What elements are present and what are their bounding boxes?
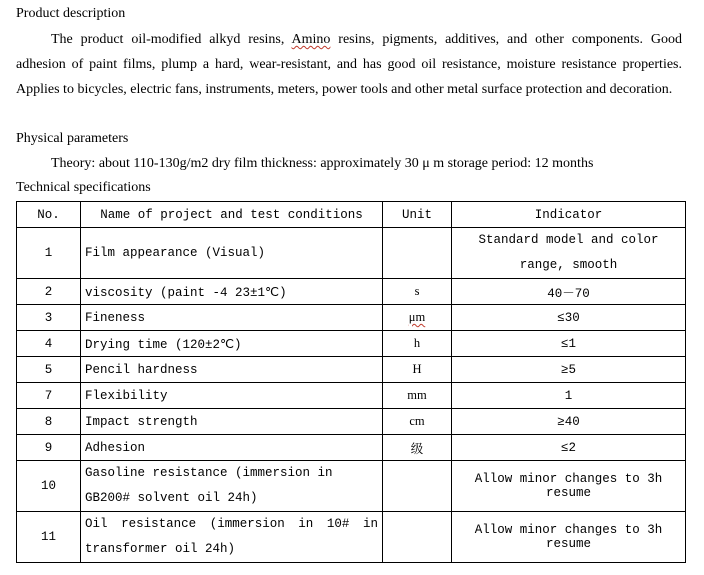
header-indicator: Indicator	[452, 202, 686, 228]
row-no: 8	[17, 409, 81, 435]
table-header-row	[17, 202, 686, 228]
row-unit	[383, 228, 452, 279]
row-name: Gasoline resistance (immersion in GB200# solvent oil 24h)	[81, 461, 383, 512]
spellcheck-flagged-word: Amino	[291, 32, 331, 47]
table-row	[17, 512, 686, 563]
row-no: 1	[17, 228, 81, 279]
row-no: 10	[17, 461, 81, 512]
header-no: No.	[17, 202, 81, 228]
row-indicator: ≥40	[452, 409, 686, 435]
header-unit: Unit	[383, 202, 452, 228]
row-name: Impact strength	[81, 409, 383, 435]
unit-micrometer: μm	[408, 310, 426, 324]
row-indicator: Allow minor changes to 3h resume	[452, 512, 686, 563]
description-text-end: resins, pigments, additives, and other components. Good adhesion of paint films, plump a hard, wear-resistant, and has good oil resistance, moisture resistance properties. Applies to bicycles, electric fans, instruments, meters, power tools and other metal surface protection and decoration.	[16, 32, 682, 97]
row-name: Drying time (120±2℃)	[81, 331, 383, 357]
row-unit	[383, 461, 452, 512]
row-no: 4	[17, 331, 81, 357]
table-row	[17, 435, 686, 461]
row-no: 3	[17, 305, 81, 331]
row-unit: 级	[383, 435, 452, 461]
row-name: Pencil hardness	[81, 357, 383, 383]
theory-parameters-line: Theory: about 110-130g/m2 dry film thickness: approximately 30 μ m storage period: 12 months	[51, 156, 594, 171]
row-no: 11	[17, 512, 81, 563]
table-row	[17, 383, 686, 409]
header-name: Name of project and test conditions	[81, 202, 383, 228]
row-no: 9	[17, 435, 81, 461]
table-row	[17, 228, 686, 279]
row-name: viscosity (paint -4 23±1℃)	[81, 279, 383, 305]
section-title-product-description: Product description	[16, 6, 126, 21]
description-text-start: The product oil-modified alkyd resins,	[51, 32, 292, 47]
section-title-technical-specifications: Technical specifications	[16, 180, 151, 195]
row-indicator: Standard model and color range, smooth	[452, 228, 686, 279]
row-unit	[383, 305, 452, 331]
technical-specifications-table	[16, 201, 686, 563]
table-row	[17, 357, 686, 383]
row-unit: h	[383, 331, 452, 357]
section-title-physical-parameters: Physical parameters	[16, 131, 129, 146]
row-unit: s	[383, 279, 452, 305]
row-unit	[383, 512, 452, 563]
row-indicator: ≥5	[452, 357, 686, 383]
table-row	[17, 461, 686, 512]
row-indicator: ≤30	[452, 305, 686, 331]
row-unit: H	[383, 357, 452, 383]
table-row	[17, 331, 686, 357]
row-no: 7	[17, 383, 81, 409]
row-unit: mm	[383, 383, 452, 409]
row-no: 5	[17, 357, 81, 383]
row-indicator: 40－70	[452, 279, 686, 305]
product-description-paragraph	[16, 27, 682, 102]
row-name: Adhesion	[81, 435, 383, 461]
row-name: Film appearance (Visual)	[81, 228, 383, 279]
row-unit: cm	[383, 409, 452, 435]
table-row	[17, 279, 686, 305]
row-name: Oil resistance (immersion in 10# in transformer oil 24h)	[81, 512, 383, 563]
row-indicator: Allow minor changes to 3h resume	[452, 461, 686, 512]
row-no: 2	[17, 279, 81, 305]
row-name: Fineness	[81, 305, 383, 331]
table-row	[17, 409, 686, 435]
row-indicator: ≤2	[452, 435, 686, 461]
table-row	[17, 305, 686, 331]
row-name: Flexibility	[81, 383, 383, 409]
row-indicator: ≤1	[452, 331, 686, 357]
row-indicator: 1	[452, 383, 686, 409]
